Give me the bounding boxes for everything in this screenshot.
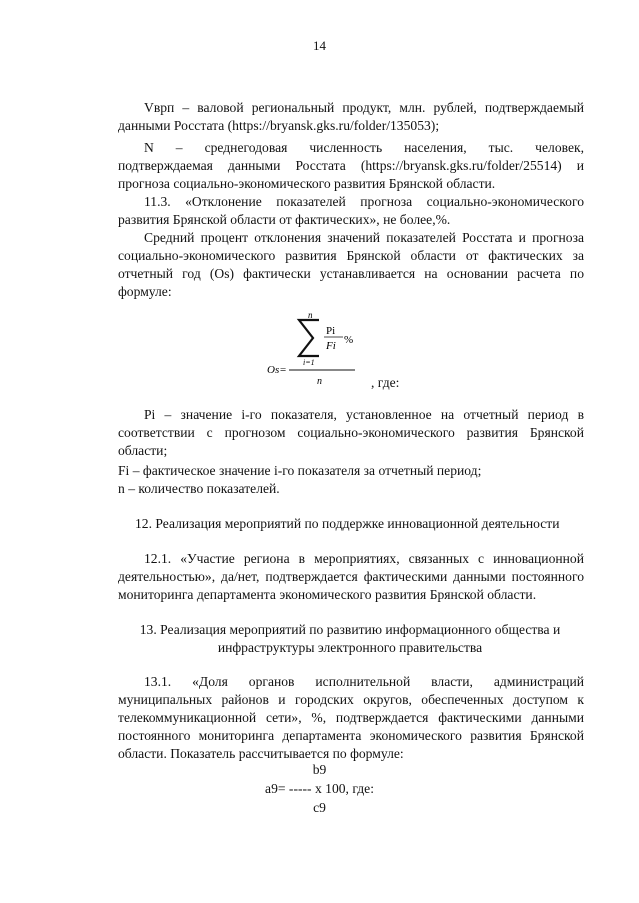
sum-lower-limit: i=1	[303, 358, 315, 367]
paragraph-vvrp: Vврп – валовой региональный продукт, млн. рублей, подтверждаемый данными Росстата (https://bryansk.gks.ru/folder/135053);	[118, 100, 584, 133]
formula-os	[265, 306, 405, 386]
heading-section-13	[110, 621, 590, 657]
heading-13-line-1: 13. Реализация мероприятий по развитию информационного общества и	[139, 622, 561, 637]
denominator-n: n	[317, 376, 322, 386]
formula-a9-main-line: a9= ----- х 100, где:	[265, 781, 374, 796]
fraction-numerator: Pi	[326, 325, 336, 337]
paragraph-n-count: n – количество показателей.	[118, 481, 280, 496]
formula-a9-denominator: c9	[313, 800, 326, 815]
paragraph-13-1: 13.1. «Доля органов исполнительной власти, администраций муниципальных районов и городских округов, обеспеченных доступом к телекоммуникационной сети», %, подтверждается фактическими данными постоянного мониторинга департамента экономического развития Брянской области. Показатель рассчитывается по формуле:	[118, 674, 584, 761]
heading-section-12: 12. Реализация мероприятий по поддержке инновационной деятельности	[135, 516, 560, 531]
os-lhs: Os=	[267, 364, 287, 376]
paragraph-n	[118, 139, 584, 193]
paragraph-n-rest: подтверждаемая данными Росстата (https://bryansk.gks.ru/folder/25514) и прогноза социально-экономического развития Брянской области.	[118, 158, 584, 191]
formula-os-suffix: , где:	[371, 375, 400, 390]
formula-os-graphic	[265, 306, 405, 386]
fraction-denominator: Fi	[326, 340, 336, 352]
page-number: 14	[313, 38, 326, 53]
paragraph-pi: Pi – значение i-го показателя, установленное на отчетный период в соответствии с прогнозом социально-экономического развития Брянской области;	[118, 407, 584, 458]
paragraph-fi: Fi – фактическое значение i-го показателя за отчетный период;	[118, 463, 482, 478]
paragraph-n-first-line: N – среднегодовая численность населения, тыс. человек,	[144, 140, 584, 155]
sum-upper-limit: n	[308, 310, 313, 320]
paragraph-11-3: 11.3. «Отклонение показателей прогноза социально-экономического развития Брянской области от фактических», не более,%.	[118, 194, 584, 227]
paragraph-12-1: 12.1. «Участие региона в мероприятиях, связанных с инновационной деятельностью», да/нет, подтверждается фактическими данными постоянного мониторинга департамента экономического развития Брянской области.	[118, 551, 584, 602]
heading-13-line-2: инфраструктуры электронного правительства	[217, 640, 483, 655]
percent-sign: %	[344, 334, 354, 346]
formula-a9-numerator: b9	[312, 762, 327, 777]
paragraph-average-deviation: Средний процент отклонения значений показателей Росстата и прогноза социально-экономического развития Брянской области от фактических за отчетный год (Os) фактически устанавливается на основании расчета по формуле:	[118, 230, 584, 299]
sigma-symbol	[299, 320, 319, 356]
